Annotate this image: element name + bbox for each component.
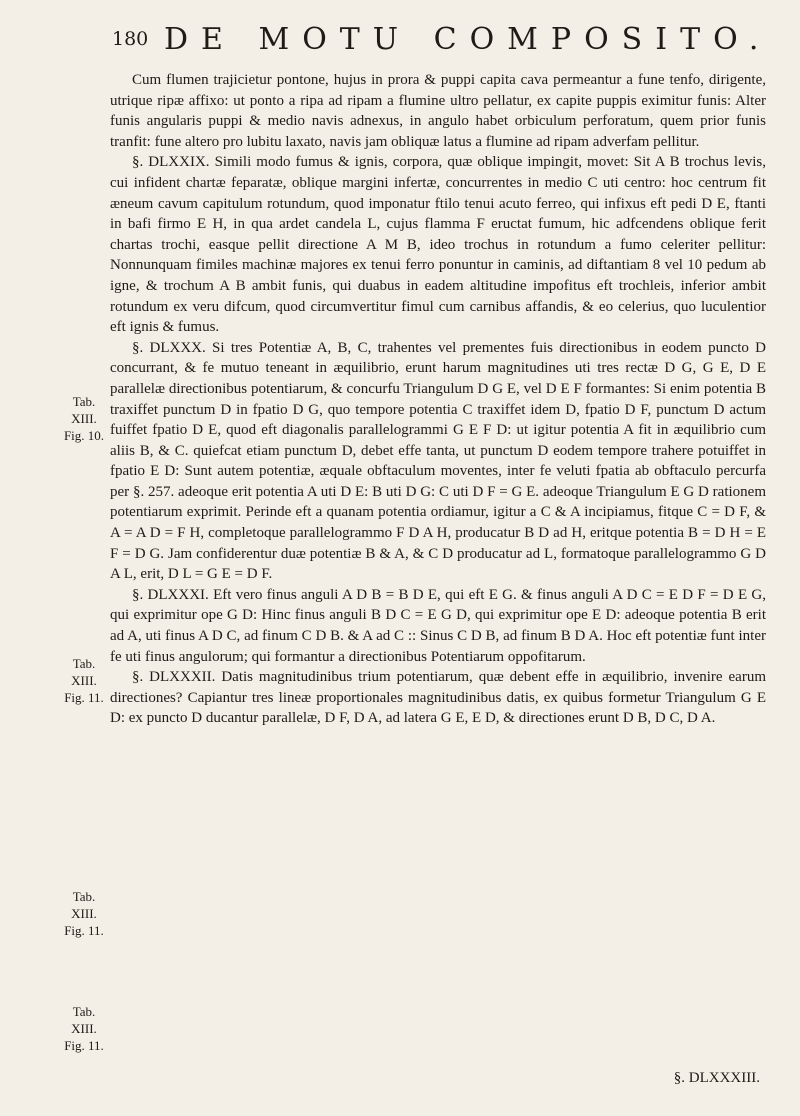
paragraph-dlxxxii: §. DLXXXII. Datis magnitudinibus trium potentiarum, quæ debent effe in æquilibrio, invenire earum directiones? Capiantur tres lineæ proportionales magnitudinibus datis, ex quibus formetur Triangulum G E D: ex puncto D ducantur parallelæ, D F, D A, ad latera G E, E D, & directiones erunt D B, D C, D A. bbox=[110, 669, 766, 727]
paragraph-dlxxxi: §. DLXXXI. Eft vero finus anguli A D B = B D E, qui eft E G. & finus anguli A D C = E D F = D E G, qui exprimitur ope G D: Hinc finus anguli B D C = E G D, qui exprimitur ope E D: adeoque potentia B erit ad A, uti finus A D C, ad finum C D B. & A ad C :: Sinus C D B, ad finum B D A. Hoc eft potentiæ funt inter fe uti finus angulorum; qui formantur a directionibus Potentiarum oppofitarum. bbox=[110, 586, 766, 665]
margin-note-tab-xiii-fig-11 bbox=[62, 655, 106, 706]
paragraph-dlxxix: §. DLXXIX. Simili modo fumus & ignis, corpora, quæ oblique impingit, movet: Sit A B trochus levis, cui infident chartæ feparatæ, oblique margini infertæ, concurrentes in medio C uti centro: hoc centrum fit æneum cavum capitulum rotundum, quod imponatur ftilo tenui acuto ferreo, qui infixus eft pedi D E, ftanti in bafi firmo E H, in qua ardet candela L, cujus flamma F eructat fumum, hic adfcendens oblique ferit chartas trochi, easque pellit directione A M B, ideo trochus in rotundum a fumo celeriter pellitur: Nonnunquam fimiles machinæ majores ex tenui ferro ponuntur in caminis, ad diftantiam 8 vel 10 pedum ab igne, & trochum A B ambit funis, qui duabus in eadem altitudine impofitus eft trochleis, inferior ambit rotundum ex veru difcum, quod circumvertitur fimul cum carnibus affandis, & eo celerius, quo luculentior eft ignis & fumus. bbox=[110, 154, 766, 336]
margin-note-tab: Tab. bbox=[72, 889, 96, 904]
margin-note-num: XIII. bbox=[71, 411, 97, 426]
paragraph-pontone: Cum flumen trajicietur pontone, hujus in prora & puppi capita cava permeantur a fune tenfo, dirigente, utrique ripæ affixo: ut ponto a ripa ad ripam a flumine ultro pellatur, ex capite puppis eximitur funis: Alter funis angularis puppi & medio navis adnexus, in angulo habet orbiculum perforatum, quem prior funis tranfit: fune altero pro lubitu laxato, navis jam obliquæ latus a flumine ad ripam adverfam pellitur. bbox=[110, 72, 766, 150]
margin-note-tab: Tab. bbox=[72, 394, 96, 409]
margin-note-fig: Fig. 10. bbox=[63, 428, 105, 443]
margin-note-fig: Fig. 11. bbox=[64, 690, 104, 705]
margin-note-tab-xiii-fig-10 bbox=[62, 393, 106, 444]
paragraph-dlxxx: §. DLXXX. Si tres Potentiæ A, B, C, trahentes vel prementes fuis directionibus in eodem puncto D concurrant, & fe mutuo teneant in æquilibrio, erunt harum magnitudines uti tres rectæ D G, G E, D E parallelæ directionibus potentiarum, & concurfu Triangulum D G E, vel D E F formantes: Si enim potentia B traxiffet punctum D in fpatio D G, quo tempore potentia C traxiffet idem D, fpatio D F, punctum D actum fuiffet fpatio D E, quod eft diagonalis parallelogrammi G E F D: ut igitur potentia A fit in æquilibrio cum aliis B, & C. quiefcat etiam punctum D, debet effe tanta, ut punctum D eodem tempore trahere potuiffet in fpatio E D: Sunt autem potentiæ, æquale obftaculum moventes, inter fe veluti fpatia ab obftaculo percurfa per §. 257. adeoque erit potentia A uti D E: B uti D G: C uti D F = G E. adeoque Triangulum E G D rationem potentiarum exprimit. Perinde eft a quanam potentia ordiamur, igitur a C & A incipiamus, fitque C = D F, & A = A D = F H, completoque parallelogrammo F D A H, producatur B D ad H, eritque potentia B = D H = E F = D G. Jam confiderentur duæ potentiæ B & A, & C D producatur ad L, formatoque parallelogrammo G D A L, erit, D L = G E = D F. bbox=[110, 339, 766, 583]
page-header bbox=[112, 18, 772, 58]
margin-note-fig: Fig. 11. bbox=[64, 1038, 104, 1053]
running-title: DE MOTU COMPOSITO. bbox=[164, 22, 772, 57]
page-number: 180 bbox=[112, 28, 149, 50]
margin-note-num: XIII. bbox=[71, 1021, 97, 1036]
margin-note-num: XIII. bbox=[71, 673, 97, 688]
margin-note-num: XIII. bbox=[71, 906, 97, 921]
body-text bbox=[110, 70, 766, 729]
margin-note-tab: Tab. bbox=[72, 656, 96, 671]
catchword: §. DLXXXIII. bbox=[673, 1070, 760, 1086]
margin-note-tab: Tab. bbox=[72, 1004, 96, 1019]
margin-note-tab-xiii-fig-11-c bbox=[62, 1003, 106, 1054]
margin-note-tab-xiii-fig-11-b bbox=[62, 888, 106, 939]
margin-note-fig: Fig. 11. bbox=[64, 923, 104, 938]
